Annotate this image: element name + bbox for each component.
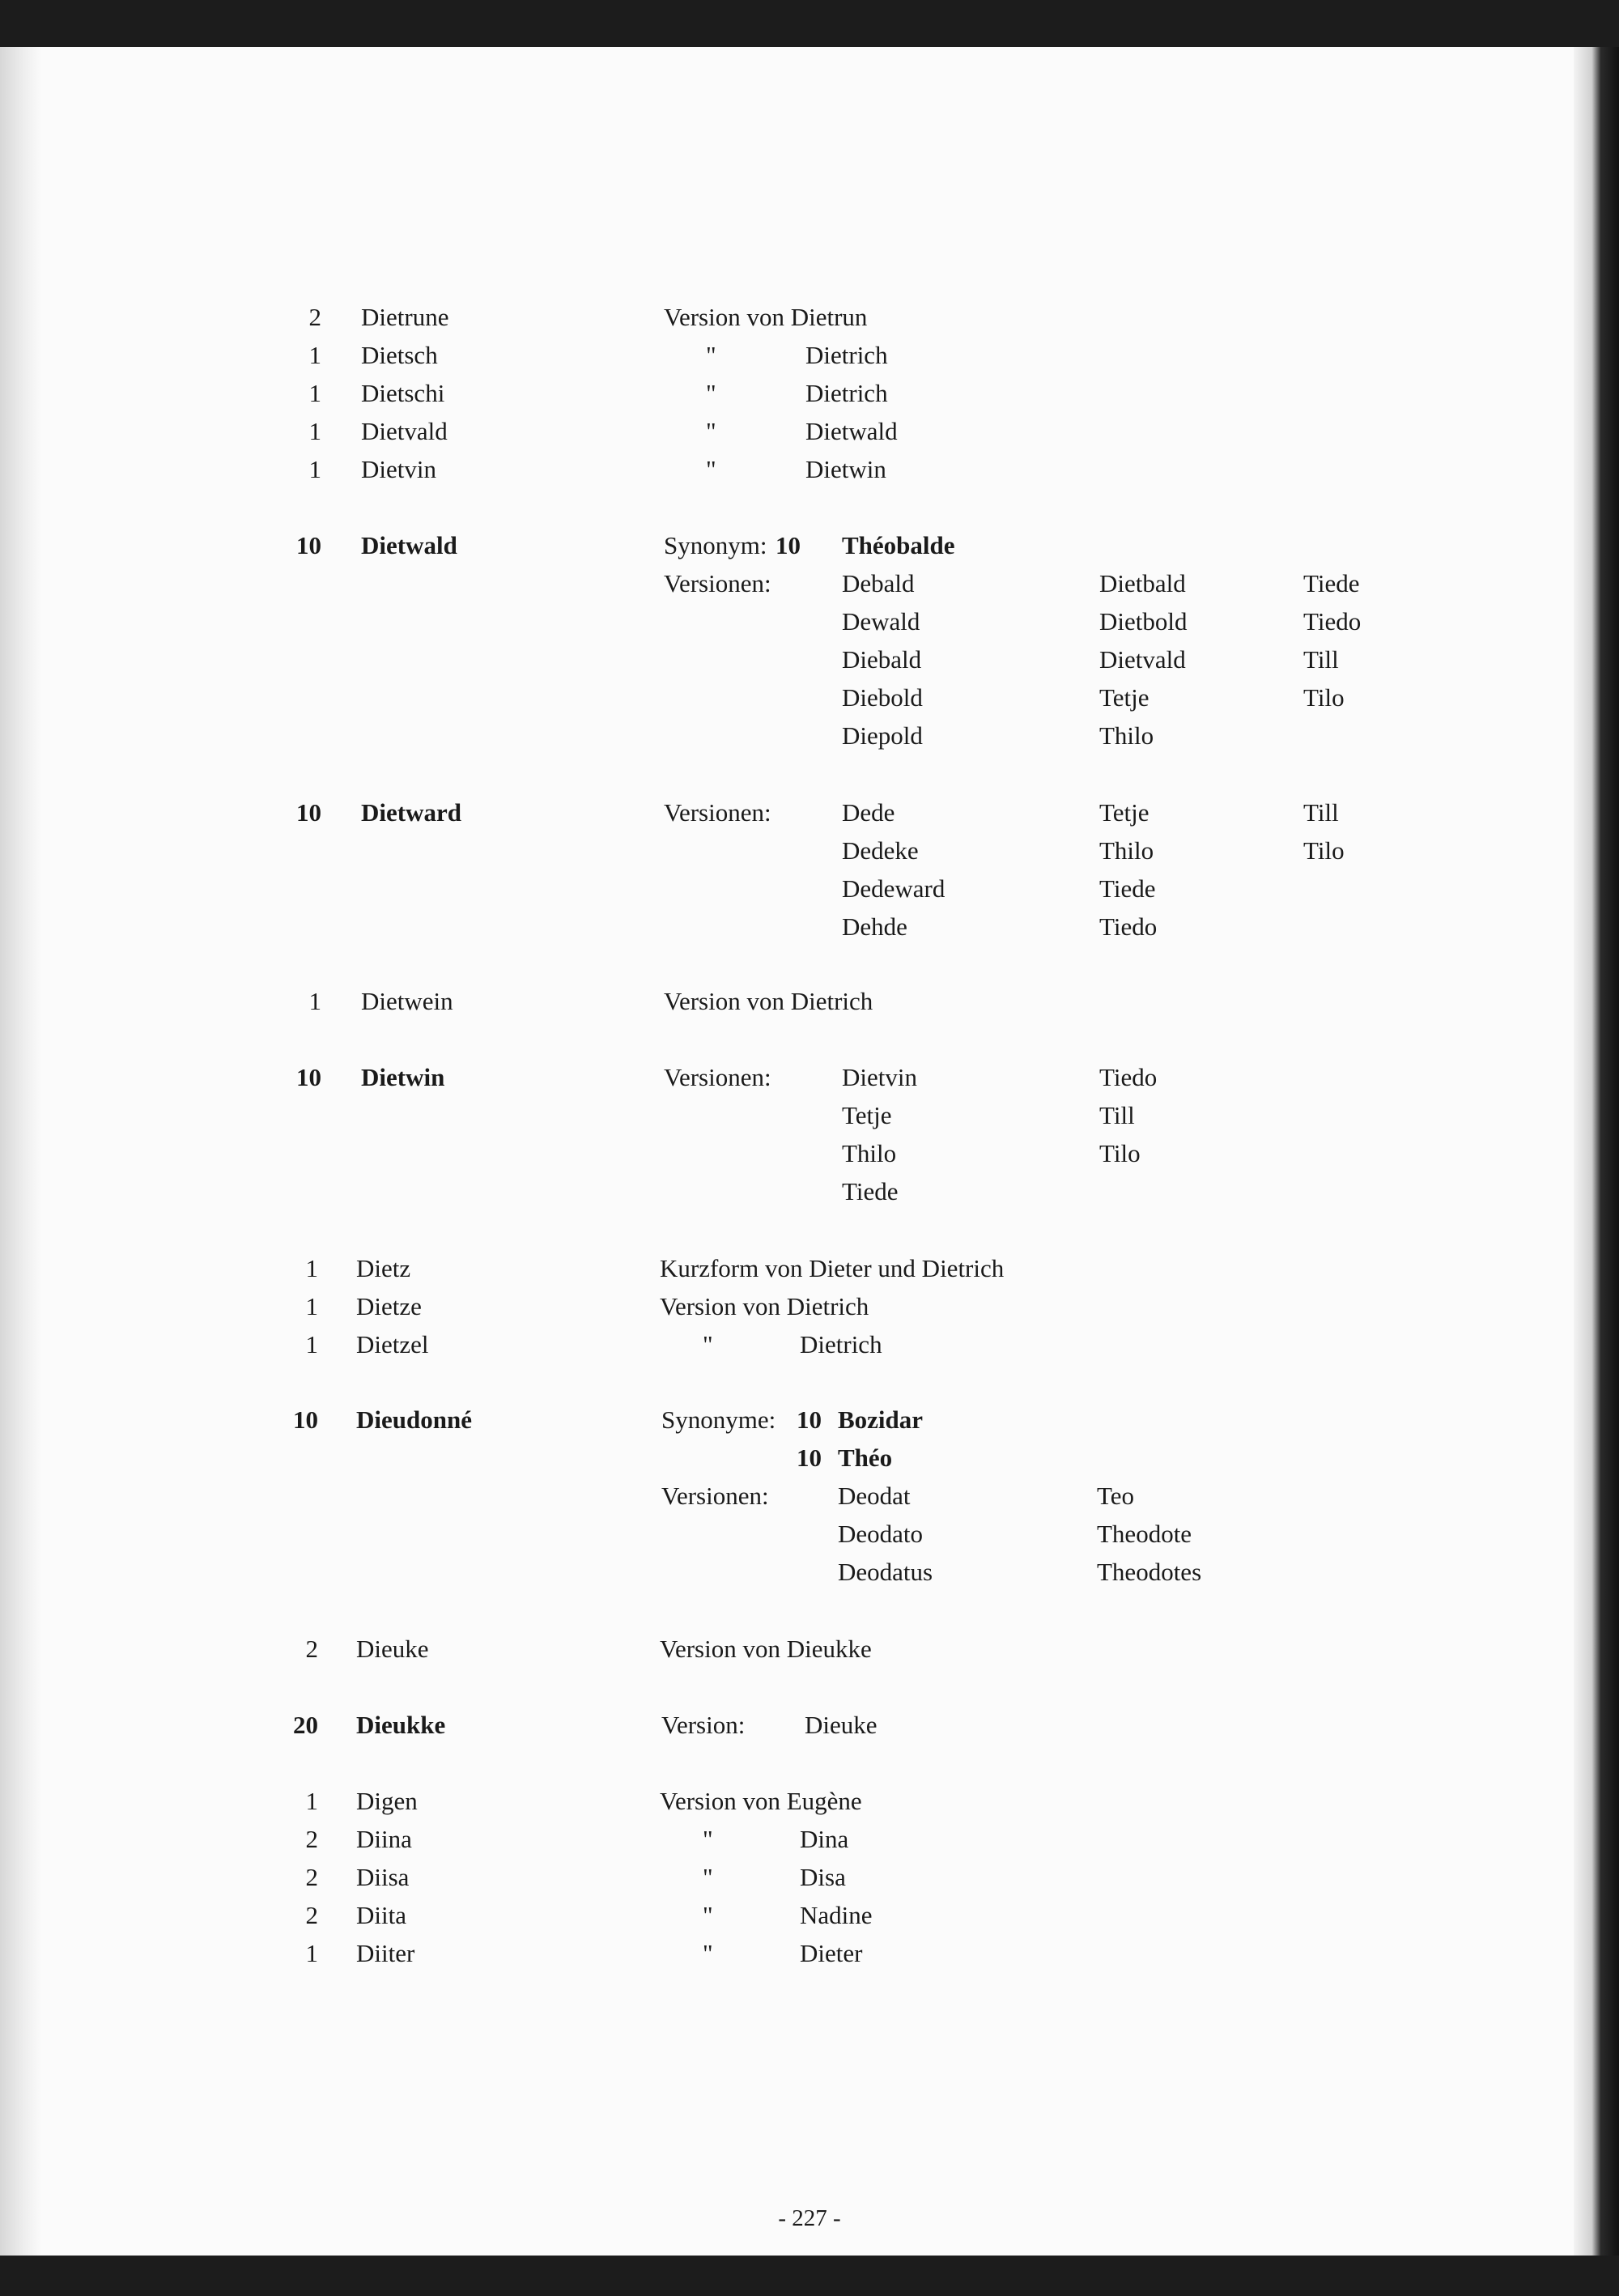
entry-line [0, 1249, 1579, 1287]
entry-line [0, 982, 1579, 1020]
version-name-col2: Tiedo [1099, 912, 1158, 941]
version-name-col2: Tiedo [1099, 1063, 1158, 1091]
reference-name: Théo [838, 1444, 893, 1472]
version-name-col2: Theodote [1097, 1520, 1192, 1548]
reference-count: 10 [797, 1405, 822, 1434]
reference-name: Dede [842, 798, 895, 827]
entry-line [0, 1706, 1579, 1744]
name-entry: Dieudonné [356, 1405, 472, 1434]
reference-name: Dieuke [805, 1711, 877, 1739]
ditto-mark: " [703, 1901, 713, 1929]
entry-line [0, 1401, 1579, 1439]
entry-line [0, 678, 1579, 716]
name-entry: Digen [356, 1787, 418, 1815]
note-text: Version von Dietrun [664, 303, 868, 331]
reference-name: Dedeward [842, 874, 945, 903]
reference-name: Deodato [838, 1520, 924, 1548]
reference-name: Thilo [842, 1139, 897, 1167]
entry-line [0, 1325, 1579, 1363]
frequency-count: 10 [296, 1063, 321, 1091]
reference-name: Dewald [842, 607, 920, 636]
entry-line [0, 1058, 1579, 1096]
entry-line [0, 1515, 1579, 1553]
entry-line [0, 526, 1579, 564]
name-entry: Dietvin [361, 455, 436, 483]
reference-name: Bozidar [838, 1405, 924, 1434]
note-text: Version von Dietrich [660, 1292, 869, 1320]
frequency-count: 1 [305, 1292, 318, 1320]
reference-count: 10 [797, 1444, 822, 1472]
note-text: Version von Eugène [660, 1787, 862, 1815]
version-name-col2: Dietbald [1099, 569, 1186, 597]
reference-name: Dietrich [805, 379, 888, 407]
name-entry: Dietz [356, 1254, 411, 1282]
version-name-col2: Thilo [1099, 721, 1154, 750]
frequency-count: 1 [305, 1787, 318, 1815]
relation-label: Version: [661, 1711, 746, 1739]
reference-name: Disa [800, 1863, 846, 1891]
version-name-col2: Tilo [1099, 1139, 1141, 1167]
frequency-count: 1 [305, 1330, 318, 1358]
version-name-col3: Till [1303, 645, 1339, 674]
ditto-mark: " [703, 1939, 713, 1967]
reference-name: Diebald [842, 645, 922, 674]
entry-line [0, 1096, 1579, 1134]
reference-count: 10 [776, 531, 801, 559]
entry-line [0, 450, 1579, 488]
frequency-count: 1 [308, 417, 321, 445]
reference-name: Deodatus [838, 1558, 933, 1586]
version-name-col2: Teo [1097, 1482, 1135, 1510]
entry-line [0, 716, 1579, 755]
frequency-count: 10 [296, 531, 321, 559]
reference-name: Diepold [842, 721, 923, 750]
entry-line [0, 1782, 1579, 1820]
ditto-mark: " [703, 1330, 713, 1358]
entry-line [0, 1439, 1579, 1477]
frequency-count: 2 [308, 303, 321, 331]
relation-label: Versionen: [664, 798, 771, 827]
reference-name: Tiede [842, 1177, 899, 1205]
reference-name: Dina [800, 1825, 849, 1853]
reference-name: Dedeke [842, 836, 919, 865]
version-name-col2: Tetje [1099, 798, 1149, 827]
version-name-col2: Tetje [1099, 683, 1149, 712]
name-entry: Dietwald [361, 531, 457, 559]
entry-line [0, 1172, 1579, 1210]
name-entry: Diita [356, 1901, 406, 1929]
frequency-count: 10 [293, 1405, 318, 1434]
reference-name: Théobalde [842, 531, 955, 559]
frequency-count: 10 [296, 798, 321, 827]
entry-line [0, 1858, 1579, 1896]
relation-label: Synonyme: [661, 1405, 776, 1434]
relation-label: Versionen: [664, 569, 771, 597]
version-name-col2: Theodotes [1097, 1558, 1202, 1586]
name-entry: Diina [356, 1825, 412, 1853]
version-name-col3: Tilo [1303, 683, 1345, 712]
version-name-col3: Till [1303, 798, 1339, 827]
frequency-count: 1 [308, 455, 321, 483]
reference-name: Tetje [842, 1101, 892, 1129]
entry-line [0, 640, 1579, 678]
name-entry: Dietwin [361, 1063, 445, 1091]
name-entry: Diiter [356, 1939, 415, 1967]
entry-line [0, 1934, 1579, 1972]
entry-line [0, 564, 1579, 602]
ditto-mark: " [706, 379, 716, 407]
frequency-count: 1 [305, 1254, 318, 1282]
page-number: - 227 - [778, 2205, 841, 2231]
frequency-count: 1 [308, 379, 321, 407]
relation-label: Versionen: [661, 1482, 769, 1510]
note-text: Version von Dieukke [660, 1635, 872, 1663]
entry-line [0, 1287, 1579, 1325]
entry-line [0, 1134, 1579, 1172]
version-name-col2: Till [1099, 1101, 1135, 1129]
name-entry: Dietzel [356, 1330, 429, 1358]
reference-name: Dietwin [805, 455, 886, 483]
name-entry: Dieukke [356, 1711, 446, 1739]
frequency-count: 2 [305, 1901, 318, 1929]
version-name-col3: Tiedo [1303, 607, 1362, 636]
name-entry: Dietsch [361, 341, 438, 369]
name-entry: Dieuke [356, 1635, 429, 1663]
name-entry: Dietvald [361, 417, 448, 445]
reference-name: Dietvin [842, 1063, 917, 1091]
name-entry: Dietze [356, 1292, 422, 1320]
entry-line [0, 412, 1579, 450]
ditto-mark: " [706, 341, 716, 369]
frequency-count: 2 [305, 1635, 318, 1663]
entry-line [0, 1896, 1579, 1934]
reference-name: Dietrich [805, 341, 888, 369]
reference-name: Dieter [800, 1939, 863, 1967]
page-right-edge [1574, 47, 1619, 2256]
entry-line [0, 1820, 1579, 1858]
ditto-mark: " [706, 455, 716, 483]
entry-line [0, 298, 1579, 336]
version-name-col2: Dietbold [1099, 607, 1188, 636]
frequency-count: 2 [305, 1863, 318, 1891]
version-name-col3: Tilo [1303, 836, 1345, 865]
reference-name: Dietrich [800, 1330, 882, 1358]
name-entry: Dietwein [361, 987, 453, 1015]
entry-line [0, 908, 1579, 946]
relation-label: Versionen: [664, 1063, 771, 1091]
version-name-col2: Dietvald [1099, 645, 1186, 674]
frequency-count: 2 [305, 1825, 318, 1853]
relation-label: Synonym: [664, 531, 767, 559]
frequency-count: 1 [308, 341, 321, 369]
ditto-mark: " [706, 417, 716, 445]
entry-line [0, 831, 1579, 870]
name-entry: Dietrune [361, 303, 449, 331]
entry-line [0, 336, 1579, 374]
version-name-col2: Thilo [1099, 836, 1154, 865]
entry-line [0, 374, 1579, 412]
frequency-count: 20 [293, 1711, 318, 1739]
entry-line [0, 1630, 1579, 1668]
name-entry: Diisa [356, 1863, 410, 1891]
reference-name: Diebold [842, 683, 923, 712]
frequency-count: 1 [305, 1939, 318, 1967]
entry-line [0, 793, 1579, 831]
reference-name: Dietwald [805, 417, 898, 445]
entry-line [0, 870, 1579, 908]
entry-line [0, 602, 1579, 640]
entry-line [0, 1477, 1579, 1515]
note-text: Version von Dietrich [664, 987, 873, 1015]
reference-name: Debald [842, 569, 915, 597]
version-name-col2: Tiede [1099, 874, 1156, 903]
ditto-mark: " [703, 1825, 713, 1853]
ditto-mark: " [703, 1863, 713, 1891]
note-text: Kurzform von Dieter und Dietrich [660, 1254, 1005, 1282]
version-name-col3: Tiede [1303, 569, 1360, 597]
name-entry: Dietward [361, 798, 461, 827]
reference-name: Nadine [800, 1901, 873, 1929]
entry-line [0, 1553, 1579, 1591]
frequency-count: 1 [308, 987, 321, 1015]
reference-name: Deodat [838, 1482, 911, 1510]
reference-name: Dehde [842, 912, 907, 941]
name-entry: Dietschi [361, 379, 445, 407]
